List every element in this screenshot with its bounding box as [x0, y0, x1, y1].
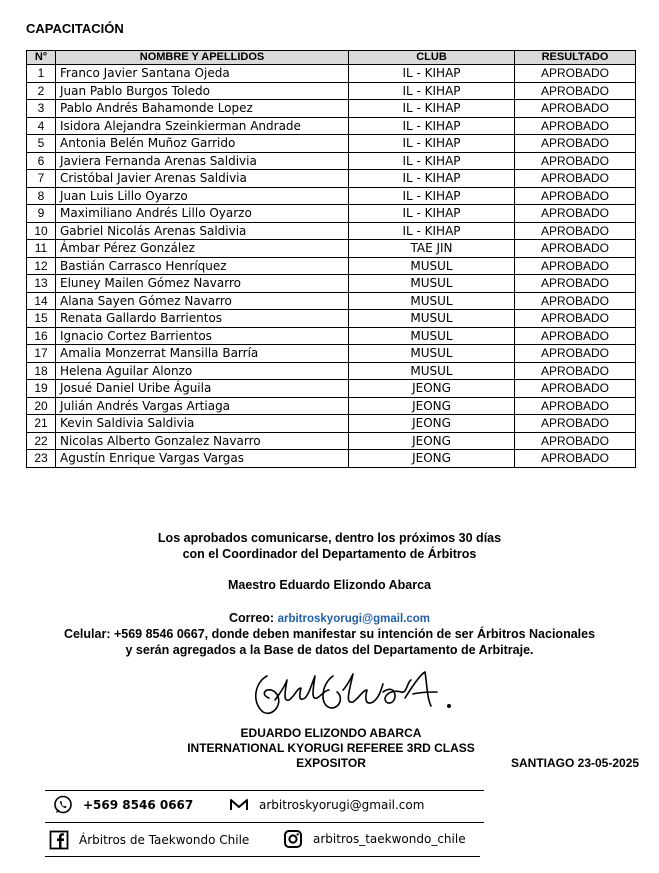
row-name: Julián Andrés Vargas Artiaga — [56, 397, 349, 415]
row-club: IL - KIHAP — [349, 82, 515, 100]
row-result: APROBADO — [515, 82, 636, 100]
row-club: IL - KIHAP — [349, 187, 515, 205]
page-heading: CAPACITACIÓN — [26, 21, 124, 36]
row-number: 7 — [27, 170, 56, 188]
handwritten-signature — [245, 662, 465, 720]
row-name: Juan Pablo Burgos Toledo — [56, 82, 349, 100]
table-header-row — [27, 51, 636, 65]
table-row — [27, 345, 636, 363]
row-result: APROBADO — [515, 257, 636, 275]
row-name: Pablo Andrés Bahamonde Lopez — [56, 100, 349, 118]
row-number: 19 — [27, 380, 56, 398]
row-number: 22 — [27, 432, 56, 450]
table-row — [27, 450, 636, 468]
signature-title: INTERNATIONAL KYORUGI REFEREE 3RD CLASS — [187, 741, 475, 755]
footer-instagram[interactable] — [283, 829, 466, 849]
row-name: Cristóbal Javier Arenas Saldivia — [56, 170, 349, 188]
row-result: APROBADO — [515, 222, 636, 240]
table-row — [27, 152, 636, 170]
row-result: APROBADO — [515, 415, 636, 433]
row-name: Bastián Carrasco Henríquez — [56, 257, 349, 275]
row-number: 6 — [27, 152, 56, 170]
correo-line — [0, 611, 659, 625]
row-number: 17 — [27, 345, 56, 363]
table-row — [27, 205, 636, 223]
footer-phone[interactable] — [53, 795, 193, 815]
row-result: APROBADO — [515, 397, 636, 415]
row-number: 12 — [27, 257, 56, 275]
row-club: IL - KIHAP — [349, 100, 515, 118]
instagram-icon — [283, 829, 303, 849]
row-name: Gabriel Nicolás Arenas Saldivia — [56, 222, 349, 240]
row-name: Juan Luis Lillo Oyarzo — [56, 187, 349, 205]
row-result: APROBADO — [515, 100, 636, 118]
row-result: APROBADO — [515, 240, 636, 258]
row-number: 13 — [27, 275, 56, 293]
row-result: APROBADO — [515, 292, 636, 310]
table-row — [27, 65, 636, 83]
row-number: 10 — [27, 222, 56, 240]
row-number: 8 — [27, 187, 56, 205]
row-name: Ignacio Cortez Barrientos — [56, 327, 349, 345]
table-row — [27, 275, 636, 293]
footer-email[interactable] — [229, 795, 424, 815]
row-name: Franco Javier Santana Ojeda — [56, 65, 349, 83]
footer-phone-text: +569 8546 0667 — [83, 798, 194, 812]
table-row — [27, 222, 636, 240]
row-club: MUSUL — [349, 345, 515, 363]
row-club: MUSUL — [349, 327, 515, 345]
row-name: Kevin Saldivia Saldivia — [56, 415, 349, 433]
row-name: Alana Sayen Gómez Navarro — [56, 292, 349, 310]
row-name: Agustín Enrique Vargas Vargas — [56, 450, 349, 468]
table-row — [27, 362, 636, 380]
row-club: IL - KIHAP — [349, 135, 515, 153]
row-club: MUSUL — [349, 257, 515, 275]
row-result: APROBADO — [515, 135, 636, 153]
row-number: 2 — [27, 82, 56, 100]
table-row — [27, 292, 636, 310]
table-row — [27, 170, 636, 188]
row-club: IL - KIHAP — [349, 222, 515, 240]
row-club: MUSUL — [349, 310, 515, 328]
table-row — [27, 240, 636, 258]
row-name: Javiera Fernanda Arenas Saldivia — [56, 152, 349, 170]
table-row — [27, 327, 636, 345]
footer-facebook[interactable] — [49, 830, 249, 850]
footer-facebook-text: Árbitros de Taekwondo Chile — [79, 833, 250, 847]
row-number: 21 — [27, 415, 56, 433]
table-row — [27, 432, 636, 450]
row-name: Eluney Mailen Gómez Navarro — [56, 275, 349, 293]
row-result: APROBADO — [515, 170, 636, 188]
footer-divider-top — [45, 790, 484, 791]
row-name: Amalia Monzerrat Mansilla Barría — [56, 345, 349, 363]
row-result: APROBADO — [515, 327, 636, 345]
row-result: APROBADO — [515, 187, 636, 205]
row-result: APROBADO — [515, 65, 636, 83]
results-table — [26, 50, 636, 468]
table-row — [27, 82, 636, 100]
row-club: TAE JIN — [349, 240, 515, 258]
row-number: 15 — [27, 310, 56, 328]
row-club: JEONG — [349, 380, 515, 398]
header-result: RESULTADO — [515, 51, 636, 65]
row-result: APROBADO — [515, 362, 636, 380]
footer-email-text: arbitroskyorugi@gmail.com — [259, 798, 425, 812]
row-name: Nicolas Alberto Gonzalez Navarro — [56, 432, 349, 450]
row-name: Josué Daniel Uribe Águila — [56, 380, 349, 398]
row-club: JEONG — [349, 450, 515, 468]
row-number: 14 — [27, 292, 56, 310]
table-row — [27, 117, 636, 135]
row-number: 9 — [27, 205, 56, 223]
table-row — [27, 135, 636, 153]
header-name: NOMBRE Y APELLIDOS — [56, 51, 349, 65]
correo-email-link[interactable]: arbitroskyorugi@gmail.com — [277, 613, 431, 625]
row-result: APROBADO — [515, 310, 636, 328]
row-number: 5 — [27, 135, 56, 153]
footer-divider-middle — [45, 822, 484, 823]
row-club: IL - KIHAP — [349, 205, 515, 223]
row-club: IL - KIHAP — [349, 117, 515, 135]
celular-line-2: y serán agregados a la Base de datos del Departamento de Arbitraje. — [125, 643, 534, 657]
row-result: APROBADO — [515, 345, 636, 363]
table-row — [27, 100, 636, 118]
row-number: 23 — [27, 450, 56, 468]
table-row — [27, 397, 636, 415]
row-club: JEONG — [349, 415, 515, 433]
row-result: APROBADO — [515, 432, 636, 450]
row-result: APROBADO — [515, 275, 636, 293]
footer-instagram-text: arbitros_taekwondo_chile — [313, 832, 466, 846]
place-date: SANTIAGO 23-05-2025 — [511, 756, 640, 770]
notice-line-1: Los aprobados comunicarse, dentro los próximos 30 días — [157, 531, 502, 545]
row-result: APROBADO — [515, 152, 636, 170]
row-name: Renata Gallardo Barrientos — [56, 310, 349, 328]
row-number: 11 — [27, 240, 56, 258]
row-club: MUSUL — [349, 362, 515, 380]
row-club: JEONG — [349, 397, 515, 415]
row-name: Antonia Belén Muñoz Garrido — [56, 135, 349, 153]
row-result: APROBADO — [515, 205, 636, 223]
header-club: CLUB — [349, 51, 515, 65]
row-club: MUSUL — [349, 292, 515, 310]
row-name: Ámbar Pérez González — [56, 240, 349, 258]
footer-divider-bottom — [45, 856, 480, 857]
row-result: APROBADO — [515, 380, 636, 398]
signature-name: EDUARDO ELIZONDO ABARCA — [240, 726, 422, 740]
row-club: IL - KIHAP — [349, 65, 515, 83]
row-number: 3 — [27, 100, 56, 118]
row-name: Helena Aguilar Alonzo — [56, 362, 349, 380]
row-club: IL - KIHAP — [349, 152, 515, 170]
table-row — [27, 257, 636, 275]
table-row — [27, 187, 636, 205]
facebook-icon — [49, 830, 69, 850]
header-number: N° — [27, 51, 56, 65]
mail-icon — [229, 795, 249, 815]
row-result: APROBADO — [515, 117, 636, 135]
coordinator-name: Maestro Eduardo Elizondo Abarca — [227, 578, 432, 592]
table-row — [27, 380, 636, 398]
row-number: 4 — [27, 117, 56, 135]
correo-label: Correo: — [228, 611, 275, 625]
notice-line-2: con el Coordinador del Departamento de Árbitros — [182, 547, 477, 561]
row-club: MUSUL — [349, 275, 515, 293]
row-number: 16 — [27, 327, 56, 345]
row-number: 1 — [27, 65, 56, 83]
row-club: IL - KIHAP — [349, 170, 515, 188]
row-number: 18 — [27, 362, 56, 380]
signature-role: EXPOSITOR — [296, 756, 366, 770]
row-number: 20 — [27, 397, 56, 415]
whatsapp-icon — [53, 795, 73, 815]
table-row — [27, 415, 636, 433]
row-name: Isidora Alejandra Szeinkierman Andrade — [56, 117, 349, 135]
table-row — [27, 310, 636, 328]
celular-line: Celular: +569 8546 0667, donde deben manifestar su intención de ser Árbitros Nacionales — [63, 627, 596, 641]
row-name: Maximiliano Andrés Lillo Oyarzo — [56, 205, 349, 223]
row-result: APROBADO — [515, 450, 636, 468]
row-club: JEONG — [349, 432, 515, 450]
